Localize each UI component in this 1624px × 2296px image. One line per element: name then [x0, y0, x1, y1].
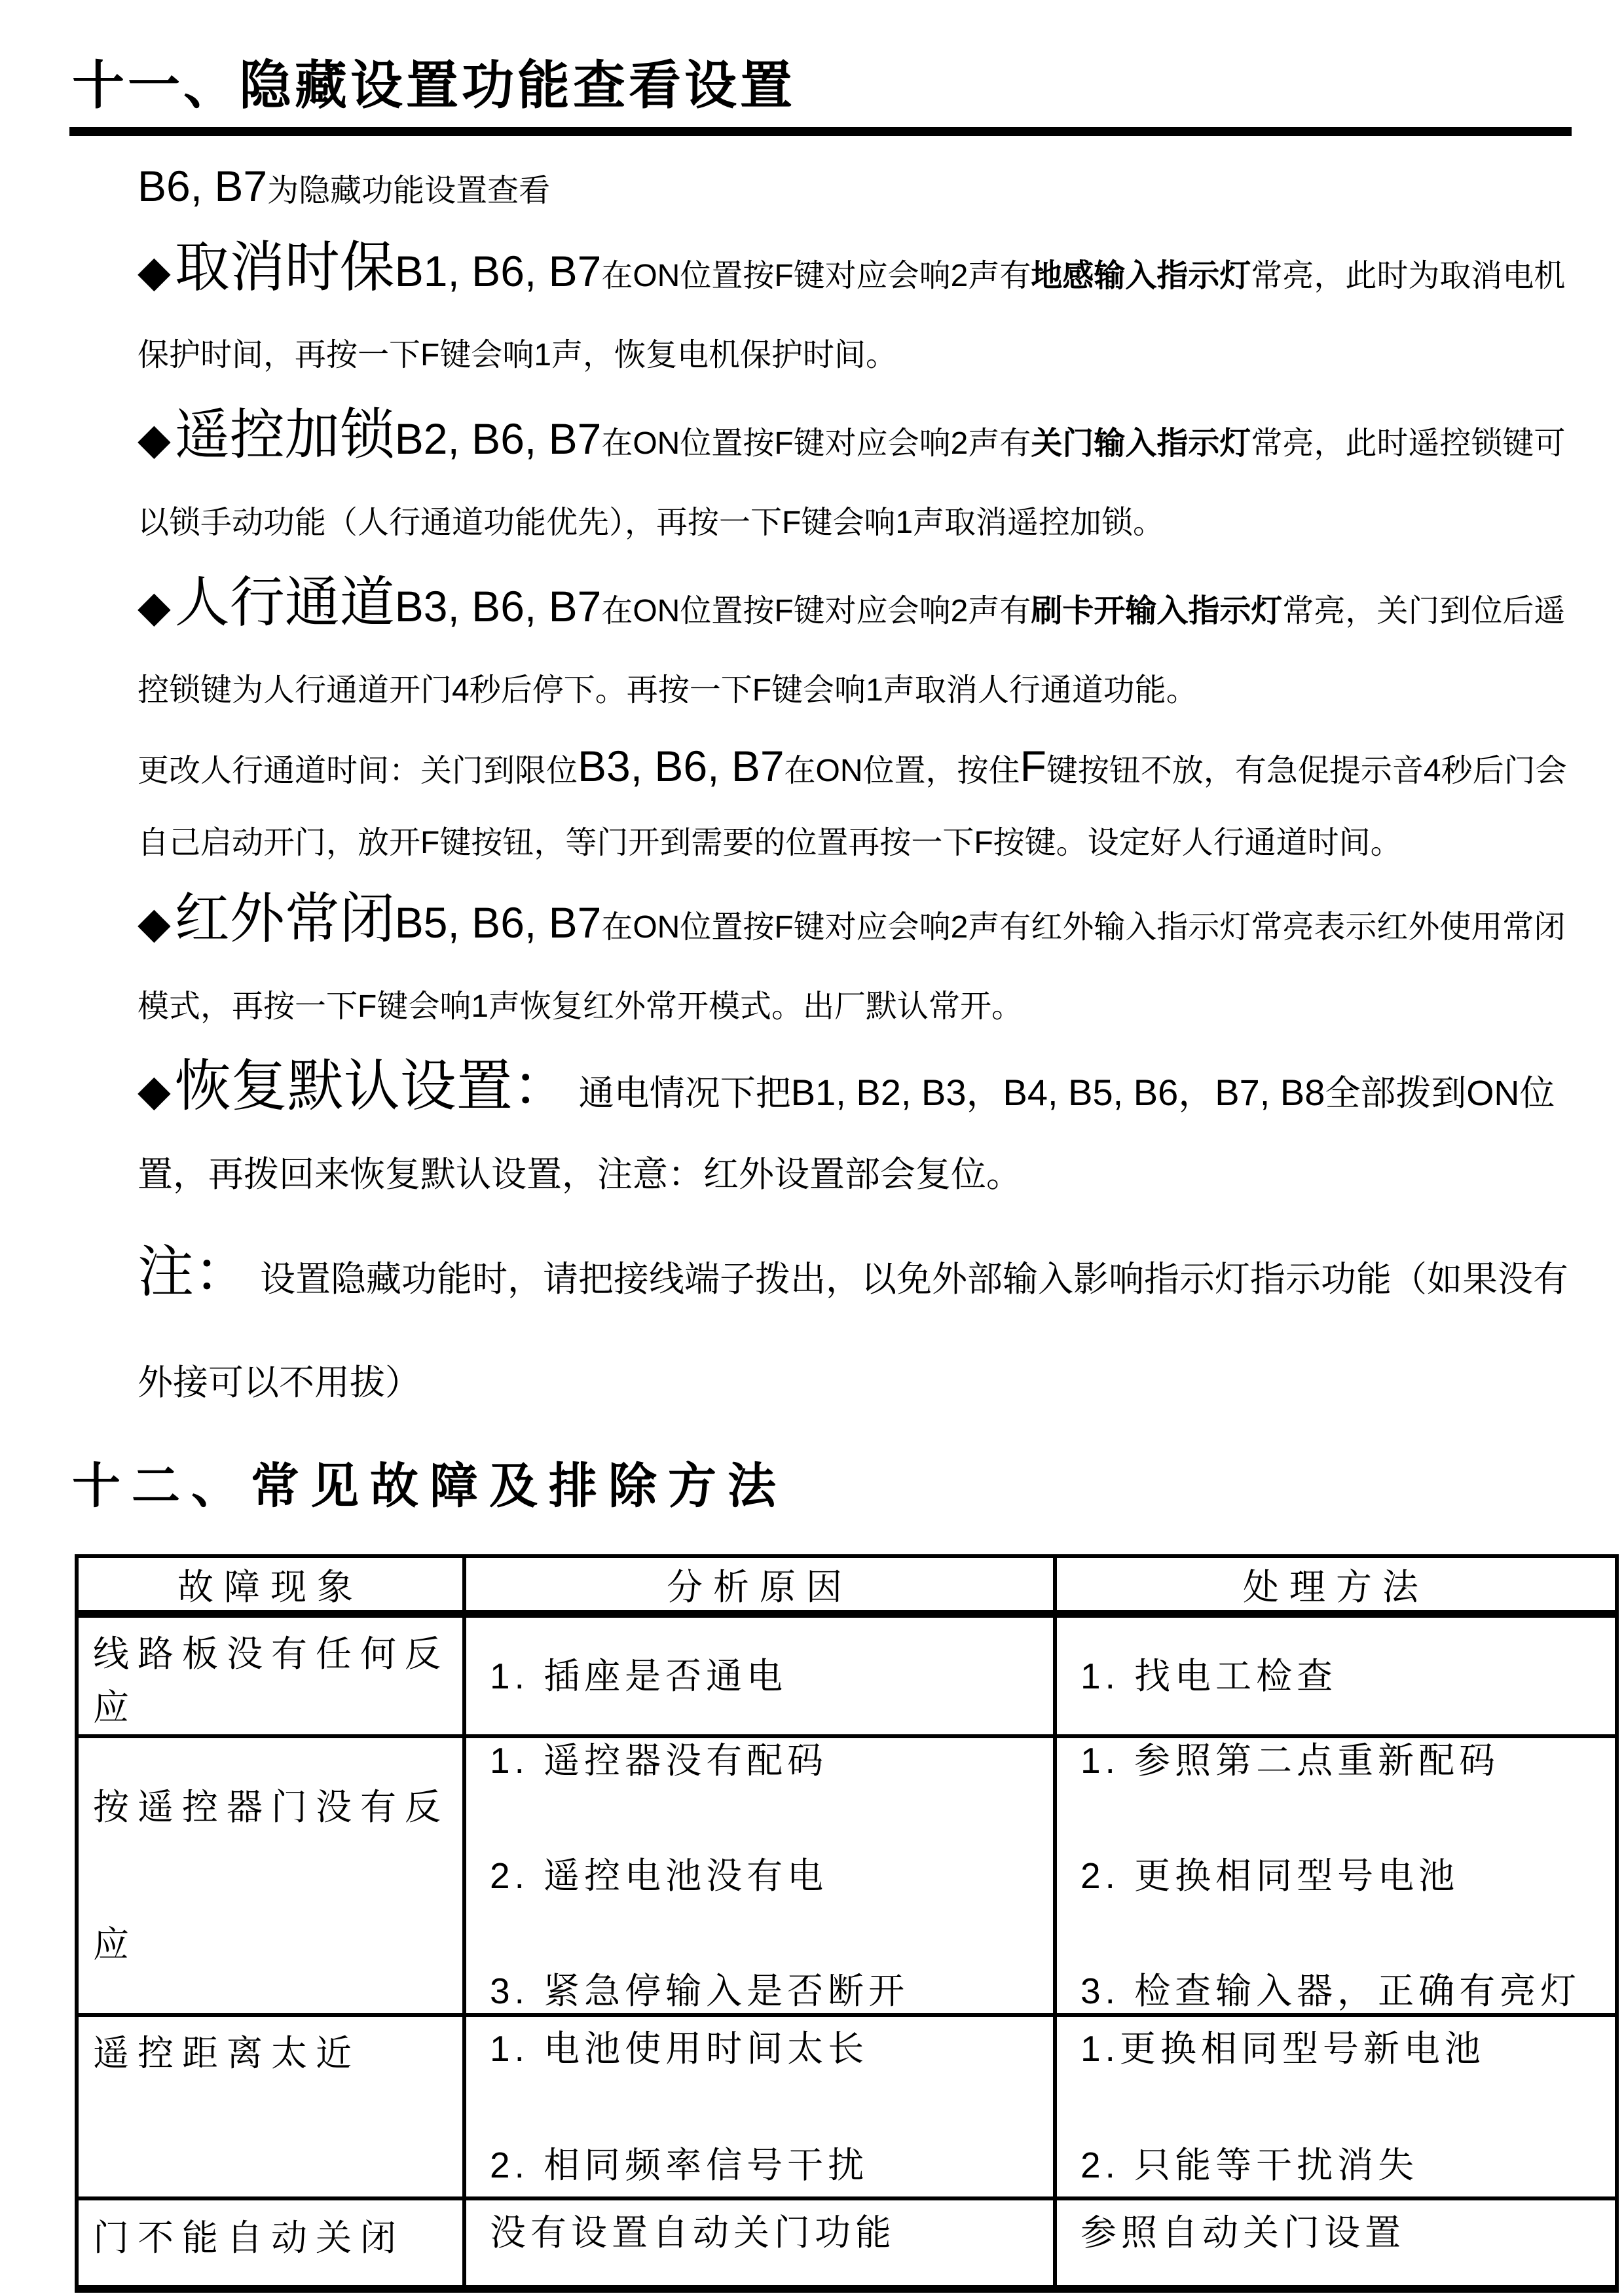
cell-line: 3. 紧急停输入是否断开	[490, 1971, 910, 2012]
title-underline	[69, 127, 1572, 136]
section-12-title: 十二、常见故障及排除方法	[72, 1458, 787, 1513]
text-run: B2, B6, B7	[394, 414, 602, 463]
solutions-cell	[1055, 1736, 1617, 2015]
column-header-symptom: 故障现象	[77, 1556, 464, 1614]
solutions-cell	[1055, 2015, 1617, 2198]
text-run: 红外常闭	[174, 887, 395, 949]
column-header-solution: 处理方法	[1055, 1556, 1617, 1614]
text-run: B5, B6, B7	[394, 898, 602, 947]
text-run: 常亮，关门到位后遥控锁键为人行通道开门4秒后停下。再按一下F键会响1声取消人行通道功能。	[138, 593, 1566, 708]
text-run: 常亮，此时遥控锁键可以锁手动功能（人行通道功能优先），再按一下F键会响1声取消遥控加锁。	[138, 426, 1566, 540]
cell-line: 2. 相同频率信号干扰	[490, 2145, 869, 2186]
table-header-row	[77, 1556, 1617, 1614]
text-run: 取消时保	[174, 236, 395, 298]
text-run: 在ON位置按F键对应会响2声有红外输入指示灯常亮表示红外使用常闭模式，再按一下F键会响1声恢复红外常开模式。出厂默认常开。	[138, 909, 1566, 1024]
para-note	[138, 1225, 1573, 1439]
text-run: 遥控加锁	[174, 403, 395, 465]
hidden-function-intro	[138, 153, 1573, 231]
cell-line: 1. 参照第二点重新配码	[1080, 1740, 1500, 1781]
text-run: 恢复默认设置：	[174, 1054, 569, 1118]
text-run: 为隐藏功能设置查看	[267, 173, 551, 208]
diamond-bullet-icon: ◆	[138, 1065, 171, 1114]
text-run: 地感输入指示灯	[1031, 258, 1251, 293]
diamond-bullet-icon: ◆	[138, 581, 171, 630]
section-11-title: 十一、隐藏设置功能查看设置	[72, 56, 796, 115]
para-change-pedestrian-time	[138, 734, 1573, 883]
text-run: 常亮，此时为取消电机保护时间，再按一下F键会响1声，恢复电机保护时间。	[138, 258, 1566, 373]
table-row-no-response-board	[77, 1614, 1617, 1736]
text-run: 设置隐藏功能时，请把接线端子拨出，以免外部输入影响指示灯指示功能（如果没有外接可以不用拔）	[138, 1259, 1568, 1402]
cell-line: 2. 遥控电池没有电	[490, 1855, 828, 1897]
text-run: 关门输入指示灯	[1031, 426, 1251, 461]
cell-line: 没有设置自动关门功能	[490, 2212, 896, 2253]
cell-line: 1. 电池使用时间太长	[490, 2028, 869, 2069]
solutions-cell	[1055, 1614, 1617, 1736]
solutions-cell	[1055, 2198, 1617, 2289]
text-run: B1, B2, B3，B4, B5, B6，B7, B8	[790, 1071, 1325, 1113]
symptom-cell: 遥控距离太近	[77, 2015, 464, 2198]
text-run: 更改人行通道时间：关门到限位	[138, 753, 578, 788]
bullet-restore-defaults	[138, 1050, 1573, 1220]
text-run: 在ON位置按F键对应会响2声有	[601, 258, 1031, 293]
troubleshooting-table	[75, 1554, 1619, 2293]
table-row-remote-distance-short	[77, 2015, 1617, 2198]
causes-cell	[464, 2198, 1055, 2289]
text-run: 在ON位置按F键对应会响2声有	[601, 426, 1031, 461]
symptom-cell: 门不能自动关闭	[77, 2198, 464, 2289]
column-header-cause: 分析原因	[464, 1556, 1055, 1614]
cell-line: 2. 只能等干扰消失	[1080, 2145, 1419, 2186]
symptom-cell: 线路板没有任何反应	[77, 1614, 464, 1736]
causes-cell	[464, 2015, 1055, 2198]
bullet-pedestrian-channel	[138, 566, 1573, 734]
symptom-cell: 按遥控器门没有反应	[77, 1736, 464, 2015]
causes-cell	[464, 1736, 1055, 2015]
bullet-remote-lock	[138, 399, 1573, 566]
text-run: 刷卡开输入指示灯	[1031, 593, 1283, 629]
cell-line: 1. 插座是否通电	[490, 1656, 788, 1697]
text-run: 通电情况下把	[568, 1073, 791, 1113]
text-run: F	[1020, 741, 1046, 790]
cell-line: 2. 更换相同型号电池	[1080, 1855, 1460, 1897]
cell-line: 1. 找电工检查	[1080, 1656, 1338, 1697]
text-run: B3, B6, B7	[578, 741, 784, 790]
bullet-infrared-normally-closed	[138, 883, 1573, 1050]
diamond-bullet-icon: ◆	[138, 414, 171, 463]
text-run: B3, B6, B7	[394, 581, 602, 630]
text-run: 人行通道	[174, 571, 395, 633]
cell-line: 1.更换相同型号新电池	[1080, 2028, 1485, 2069]
cell-line: 参照自动关门设置	[1080, 2212, 1406, 2253]
text-run: B6, B7	[138, 161, 268, 210]
text-run: 在ON位置按F键对应会响2声有	[601, 593, 1031, 629]
diamond-bullet-icon: ◆	[138, 898, 171, 947]
table-row-door-not-autoclose	[77, 2198, 1617, 2289]
text-run: 注：	[138, 1240, 250, 1303]
table-row-remote-no-response	[77, 1736, 1617, 2015]
text-run: B1, B6, B7	[394, 246, 602, 295]
text-run: 全部拨到ON位置，再拨回来恢复默认设置，注意：红外设置部会复位。	[138, 1073, 1555, 1194]
diamond-bullet-icon: ◆	[138, 246, 171, 295]
bullet-cancel-motor-protection	[138, 231, 1573, 399]
causes-cell	[464, 1614, 1055, 1736]
text-run: 键按钮不放，有急促提示音4秒后门会自己启动开门，放开F键按钮，等门开到需要的位置再按一下F按键。设定好人行通道时间。	[138, 753, 1567, 860]
section-11-content	[138, 153, 1573, 1439]
cell-line: 1. 遥控器没有配码	[490, 1740, 828, 1781]
text-run: 在ON位置，按住	[784, 753, 1020, 788]
cell-line: 3. 检查输入器，正确有亮灯	[1080, 1971, 1581, 2012]
